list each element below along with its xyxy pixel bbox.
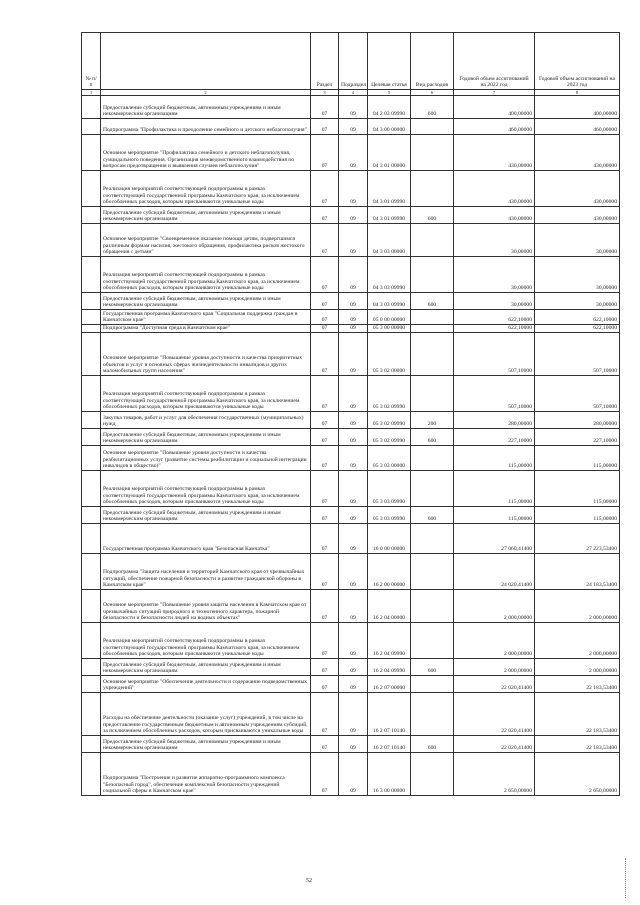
table-row <box>82 257 620 293</box>
row-value-2023: 460,00000 <box>535 119 620 135</box>
row-vid <box>411 325 454 333</box>
row-num <box>82 736 101 753</box>
row-name: Основное мероприятие "Обеспечение деятельности и содержание подведомственных учреждений" <box>101 676 311 693</box>
header-num: № п/п <box>82 33 101 90</box>
row-podrazdel: 09 <box>339 224 368 257</box>
row-num <box>82 676 101 693</box>
row-vid <box>411 376 454 412</box>
row-razdel: 07 <box>311 325 339 333</box>
row-name: Основное мероприятие "Повышение уровня защиты населения в Камчатском крае от чрезвычайных ситуаций природного и техногенного характера, пожарной безопасности и безопасности людей на водных объектах" <box>101 590 311 623</box>
row-value-2023: 2 650,00000 <box>535 753 620 796</box>
row-vid <box>411 554 454 590</box>
row-vid <box>411 257 454 293</box>
row-tsel: 05 3 03 09990 <box>368 471 411 507</box>
row-num <box>82 524 101 554</box>
table-row <box>82 753 620 796</box>
row-tsel: 16 2 07 00000 <box>368 676 411 693</box>
row-tsel: 16 2 07 10140 <box>368 736 411 753</box>
row-vid <box>411 446 454 471</box>
row-podrazdel: 09 <box>339 257 368 293</box>
row-razdel: 07 <box>311 96 339 119</box>
row-razdel: 07 <box>311 412 339 429</box>
row-vid <box>411 471 454 507</box>
header-razdel: Раздел <box>311 33 339 90</box>
row-num <box>82 554 101 590</box>
row-tsel: 16 2 00 00000 <box>368 554 411 590</box>
row-vid <box>411 590 454 623</box>
table-row <box>82 376 620 412</box>
row-num <box>82 96 101 119</box>
row-value-2023: 27 223,53400 <box>535 524 620 554</box>
row-podrazdel: 09 <box>339 171 368 207</box>
row-value-2022: 115,00000 <box>454 507 535 524</box>
row-razdel: 07 <box>311 507 339 524</box>
table-row <box>82 429 620 446</box>
header-name <box>101 33 311 90</box>
row-tsel: 04 3 03 00000 <box>368 224 411 257</box>
row-value-2022: 30,00000 <box>454 257 535 293</box>
row-razdel: 07 <box>311 333 339 376</box>
table-header-row <box>82 33 620 90</box>
row-tsel: 04 2 03 09990 <box>368 96 411 119</box>
row-value-2023: 2 000,00000 <box>535 659 620 676</box>
row-value-2023: 400,00000 <box>535 96 620 119</box>
row-name: Предоставление субсидий бюджетным, автономным учреждениям и иным некоммерческим организациям <box>101 429 311 446</box>
row-value-2023: 430,00000 <box>535 135 620 171</box>
row-tsel: 05 3 02 09990 <box>368 376 411 412</box>
row-num <box>82 590 101 623</box>
row-value-2023: 622,10000 <box>535 325 620 333</box>
row-razdel: 07 <box>311 429 339 446</box>
row-name: Реализация мероприятий соответствующей подпрограммы в рамках соответствующей государственной программы Камчатского края, за исключением обособленных расходов, которым присваиваются уникальные коды <box>101 171 311 207</box>
row-razdel: 07 <box>311 659 339 676</box>
row-num <box>82 310 101 325</box>
row-name: Предоставление субсидий бюджетным, автономным учреждениям и иным некоммерческим организациям <box>101 207 311 224</box>
row-podrazdel: 09 <box>339 446 368 471</box>
row-razdel: 07 <box>311 736 339 753</box>
row-num <box>82 224 101 257</box>
row-value-2022: 280,00000 <box>454 412 535 429</box>
row-name: Основное мероприятие "Повышение уровня доступности и качества реабилитационных услуг (развитие системы реабилитации и социальной интеграции инвалидов в общество)" <box>101 446 311 471</box>
colnum-1: 1 <box>82 90 101 96</box>
row-name: Расходы на обеспечение деятельности (оказание услуг) учреждений, в том числе на предоставление государственным бюджетным и автономным учреждениям субсидий, за исключением обособленных расходов, которым присваиваются уникальные коды <box>101 693 311 736</box>
row-razdel: 07 <box>311 119 339 135</box>
row-value-2023: 30,00000 <box>535 293 620 310</box>
row-razdel: 07 <box>311 310 339 325</box>
row-tsel: 16 2 04 09990 <box>368 623 411 659</box>
row-name: Реализация мероприятий соответствующей подпрограммы в рамках соответствующей государственной программы Камчатского края, за исключением обособленных расходов, которым присваиваются уникальные коды <box>101 471 311 507</box>
row-podrazdel: 09 <box>339 135 368 171</box>
row-tsel: 04 3 01 00000 <box>368 135 411 171</box>
row-value-2022: 460,00000 <box>454 119 535 135</box>
row-tsel: 04 3 00 00000 <box>368 119 411 135</box>
row-podrazdel: 09 <box>339 753 368 796</box>
table-row <box>82 590 620 623</box>
row-vid: 600 <box>411 507 454 524</box>
table-row <box>82 507 620 524</box>
row-razdel: 07 <box>311 554 339 590</box>
row-podrazdel: 09 <box>339 524 368 554</box>
row-tsel: 05 3 03 00000 <box>368 446 411 471</box>
table-row <box>82 623 620 659</box>
row-value-2023: 280,00000 <box>535 412 620 429</box>
table-row <box>82 171 620 207</box>
row-value-2022: 2 000,00000 <box>454 590 535 623</box>
row-tsel: 04 3 01 09990 <box>368 207 411 224</box>
row-podrazdel: 09 <box>339 376 368 412</box>
colnum-7: 7 <box>454 90 535 96</box>
row-value-2023: 430,00000 <box>535 207 620 224</box>
row-razdel: 07 <box>311 471 339 507</box>
margin-stamp <box>625 858 632 898</box>
row-name: Подпрограмма "Доступная среда в Камчатском крае" <box>101 325 311 333</box>
table-row <box>82 524 620 554</box>
row-name: Основное мероприятие "Профилактика семейного и детского неблагополучия, суицидального поведения. Организация межведомственного взаимодействия по вопросам предотвращения и выявления случаев неблагополучия" <box>101 135 311 171</box>
row-num <box>82 471 101 507</box>
row-value-2022: 227,10000 <box>454 429 535 446</box>
row-name: Подпрограмма "Профилактика и преодоление семейного и детского неблагополучия" <box>101 119 311 135</box>
row-razdel: 07 <box>311 293 339 310</box>
row-podrazdel: 09 <box>339 507 368 524</box>
row-name: Предоставление субсидий бюджетным, автономным учреждениям и иным некоммерческим организациям <box>101 736 311 753</box>
row-vid <box>411 310 454 325</box>
row-name: Реализация мероприятий соответствующей подпрограммы в рамках соответствующей государственной программы Камчатского края, за исключением обособленных расходов, которым присваиваются уникальные коды <box>101 257 311 293</box>
row-razdel: 07 <box>311 623 339 659</box>
row-value-2023: 115,00000 <box>535 446 620 471</box>
row-vid <box>411 333 454 376</box>
colnum-3: 3 <box>311 90 339 96</box>
row-podrazdel: 09 <box>339 207 368 224</box>
row-value-2023: 2 000,00000 <box>535 590 620 623</box>
row-name: Подпрограмма "Защита населения и территорий Камчатского края от чрезвычайных ситуаций, обеспечение пожарной безопасности и развитие гражданской обороны в Камчатском крае" <box>101 554 311 590</box>
row-name: Подпрограмма "Построение и развитие аппаратно-программного комплекса "Безопасный город", обеспечение комплексной безопасности учреждений социальной сферы в Камчатском крае" <box>101 753 311 796</box>
row-podrazdel: 09 <box>339 333 368 376</box>
row-value-2022: 30,00000 <box>454 293 535 310</box>
row-razdel: 07 <box>311 753 339 796</box>
row-podrazdel: 09 <box>339 96 368 119</box>
row-razdel: 07 <box>311 524 339 554</box>
table-row <box>82 224 620 257</box>
row-vid <box>411 119 454 135</box>
row-vid: 600 <box>411 659 454 676</box>
row-value-2023: 2 000,00000 <box>535 623 620 659</box>
row-vid <box>411 135 454 171</box>
table-row <box>82 736 620 753</box>
header-tsel: Целевая статья <box>368 33 411 90</box>
row-podrazdel: 09 <box>339 471 368 507</box>
row-value-2023: 24 183,53400 <box>535 554 620 590</box>
row-vid: 600 <box>411 736 454 753</box>
row-value-2022: 30,00000 <box>454 224 535 257</box>
row-tsel: 16 2 07 10140 <box>368 693 411 736</box>
row-podrazdel: 09 <box>339 554 368 590</box>
table-row <box>82 310 620 325</box>
colnum-6: 6 <box>411 90 454 96</box>
table-row <box>82 676 620 693</box>
row-razdel: 07 <box>311 135 339 171</box>
table-row <box>82 554 620 590</box>
header-podrazdel: Подраздел <box>339 33 368 90</box>
row-tsel: 16 2 04 09990 <box>368 659 411 676</box>
row-num <box>82 753 101 796</box>
header-vid: Вид расходов <box>411 33 454 90</box>
row-tsel: 04 3 03 09990 <box>368 293 411 310</box>
row-value-2023: 115,00000 <box>535 471 620 507</box>
row-value-2022: 22 020,41400 <box>454 693 535 736</box>
row-podrazdel: 09 <box>339 412 368 429</box>
row-podrazdel: 09 <box>339 293 368 310</box>
row-value-2022: 507,10000 <box>454 376 535 412</box>
header-2023: Годовой объем ассигнований на 2023 год <box>535 33 620 90</box>
row-num <box>82 412 101 429</box>
row-value-2022: 24 020,41400 <box>454 554 535 590</box>
row-value-2022: 27 060,41400 <box>454 524 535 554</box>
row-value-2022: 430,00000 <box>454 207 535 224</box>
row-value-2022: 115,00000 <box>454 446 535 471</box>
row-name: Основное мероприятие "Своевременное оказание помощи детям, подвергшимся различным формам насилия, жестокого обращения, профилактика рисков жестокого обращения с детьми" <box>101 224 311 257</box>
row-num <box>82 507 101 524</box>
table-row <box>82 471 620 507</box>
row-name: Государственная программа Камчатского края "Социальная поддержка граждан в Камчатском крае" <box>101 310 311 325</box>
colnum-8: 8 <box>535 90 620 96</box>
row-vid: 600 <box>411 96 454 119</box>
row-podrazdel: 09 <box>339 119 368 135</box>
table-row <box>82 207 620 224</box>
row-vid <box>411 693 454 736</box>
row-podrazdel: 09 <box>339 429 368 446</box>
row-num <box>82 171 101 207</box>
row-num <box>82 446 101 471</box>
table-row <box>82 412 620 429</box>
row-num <box>82 429 101 446</box>
row-value-2023: 30,00000 <box>535 257 620 293</box>
table-row <box>82 446 620 471</box>
row-num <box>82 135 101 171</box>
row-name: Предоставление субсидий бюджетным, автономным учреждениям и иным некоммерческим организациям <box>101 507 311 524</box>
row-value-2022: 400,00000 <box>454 96 535 119</box>
row-value-2023: 22 183,53400 <box>535 736 620 753</box>
row-value-2022: 430,00000 <box>454 171 535 207</box>
row-value-2023: 22 183,53400 <box>535 676 620 693</box>
table-row <box>82 293 620 310</box>
row-value-2023: 622,10000 <box>535 310 620 325</box>
row-vid: 600 <box>411 293 454 310</box>
row-razdel: 07 <box>311 693 339 736</box>
row-num <box>82 119 101 135</box>
row-num <box>82 376 101 412</box>
row-value-2023: 507,10000 <box>535 376 620 412</box>
table-row <box>82 325 620 333</box>
row-podrazdel: 09 <box>339 310 368 325</box>
table-row <box>82 659 620 676</box>
row-value-2022: 507,10000 <box>454 333 535 376</box>
row-podrazdel: 09 <box>339 590 368 623</box>
row-razdel: 07 <box>311 446 339 471</box>
row-num <box>82 325 101 333</box>
row-num <box>82 693 101 736</box>
row-num <box>82 333 101 376</box>
row-razdel: 07 <box>311 590 339 623</box>
row-podrazdel: 09 <box>339 623 368 659</box>
row-name: Закупка товаров, работ и услуг для обеспечения государственных (муниципальных) нужд <box>101 412 311 429</box>
row-num <box>82 257 101 293</box>
row-vid <box>411 753 454 796</box>
row-value-2022: 22 020,41400 <box>454 736 535 753</box>
row-tsel: 16 3 00 00000 <box>368 753 411 796</box>
row-razdel: 07 <box>311 376 339 412</box>
row-value-2023: 507,10000 <box>535 333 620 376</box>
row-razdel: 07 <box>311 676 339 693</box>
row-num <box>82 207 101 224</box>
row-vid <box>411 623 454 659</box>
row-podrazdel: 09 <box>339 693 368 736</box>
row-tsel: 04 3 01 09990 <box>368 171 411 207</box>
row-name: Реализация мероприятий соответствующей подпрограммы в рамках соответствующей государственной программы Камчатского края, за исключением обособленных расходов, которым присваиваются уникальные коды <box>101 376 311 412</box>
table-row <box>82 96 620 119</box>
row-value-2022: 22 020,41400 <box>454 676 535 693</box>
row-value-2023: 430,00000 <box>535 171 620 207</box>
header-2022: Годовой объем ассигнований на 2022 год <box>454 33 535 90</box>
row-name: Предоставление субсидий бюджетным, автономным учреждениям и иным некоммерческим организациям <box>101 659 311 676</box>
colnum-5: 5 <box>368 90 411 96</box>
row-tsel: 05 3 02 09990 <box>368 429 411 446</box>
row-vid <box>411 524 454 554</box>
row-value-2022: 2 650,00000 <box>454 753 535 796</box>
row-vid <box>411 676 454 693</box>
row-tsel: 16 0 00 00000 <box>368 524 411 554</box>
row-tsel: 05 0 00 00000 <box>368 310 411 325</box>
row-razdel: 07 <box>311 207 339 224</box>
row-value-2022: 430,00000 <box>454 135 535 171</box>
row-value-2023: 227,10000 <box>535 429 620 446</box>
row-value-2022: 622,10000 <box>454 325 535 333</box>
table-row <box>82 135 620 171</box>
row-value-2022: 115,00000 <box>454 471 535 507</box>
row-razdel: 07 <box>311 257 339 293</box>
row-vid: 600 <box>411 429 454 446</box>
row-name: Основное мероприятие "Повышение уровня доступности и качества приоритетных объектов и услуг в основных сферах жизнедеятельности инвалидов и других маломобильных групп населения" <box>101 333 311 376</box>
row-razdel: 07 <box>311 171 339 207</box>
row-name: Предоставление субсидий бюджетным, автономным учреждениям и иным некоммерческим организациям <box>101 96 311 119</box>
row-podrazdel: 09 <box>339 676 368 693</box>
row-tsel: 05 3 02 00000 <box>368 333 411 376</box>
row-vid: 200 <box>411 412 454 429</box>
table-row <box>82 119 620 135</box>
row-name: Предоставление субсидий бюджетным, автономным учреждениям и иным некоммерческим организациям <box>101 293 311 310</box>
budget-table <box>81 32 620 796</box>
row-tsel: 05 3 02 09990 <box>368 412 411 429</box>
row-vid <box>411 224 454 257</box>
table-row <box>82 693 620 736</box>
row-tsel: 04 3 03 09990 <box>368 257 411 293</box>
row-tsel: 05 3 00 00000 <box>368 325 411 333</box>
row-podrazdel: 09 <box>339 736 368 753</box>
row-num <box>82 659 101 676</box>
colnum-4: 4 <box>339 90 368 96</box>
row-num <box>82 623 101 659</box>
row-vid: 600 <box>411 207 454 224</box>
page-number: 52 <box>306 878 312 884</box>
row-razdel: 07 <box>311 224 339 257</box>
row-value-2022: 2 000,00000 <box>454 659 535 676</box>
row-tsel: 05 3 03 09990 <box>368 507 411 524</box>
row-num <box>82 293 101 310</box>
row-value-2022: 622,10000 <box>454 310 535 325</box>
row-name: Реализация мероприятий соответствующей подпрограммы в рамках соответствующей государственной программы Камчатского края, за исключением обособленных расходов, которым присваиваются уникальные коды <box>101 623 311 659</box>
row-value-2022: 2 000,00000 <box>454 623 535 659</box>
row-podrazdel: 09 <box>339 659 368 676</box>
row-name: Государственная программа Камчатского края "Безопасная Камчатка" <box>101 524 311 554</box>
table-row <box>82 333 620 376</box>
row-value-2023: 22 183,53400 <box>535 693 620 736</box>
row-tsel: 16 2 04 00000 <box>368 590 411 623</box>
row-podrazdel: 09 <box>339 325 368 333</box>
row-value-2023: 115,00000 <box>535 507 620 524</box>
colnum-2: 2 <box>101 90 311 96</box>
row-value-2023: 30,00000 <box>535 224 620 257</box>
row-vid <box>411 171 454 207</box>
